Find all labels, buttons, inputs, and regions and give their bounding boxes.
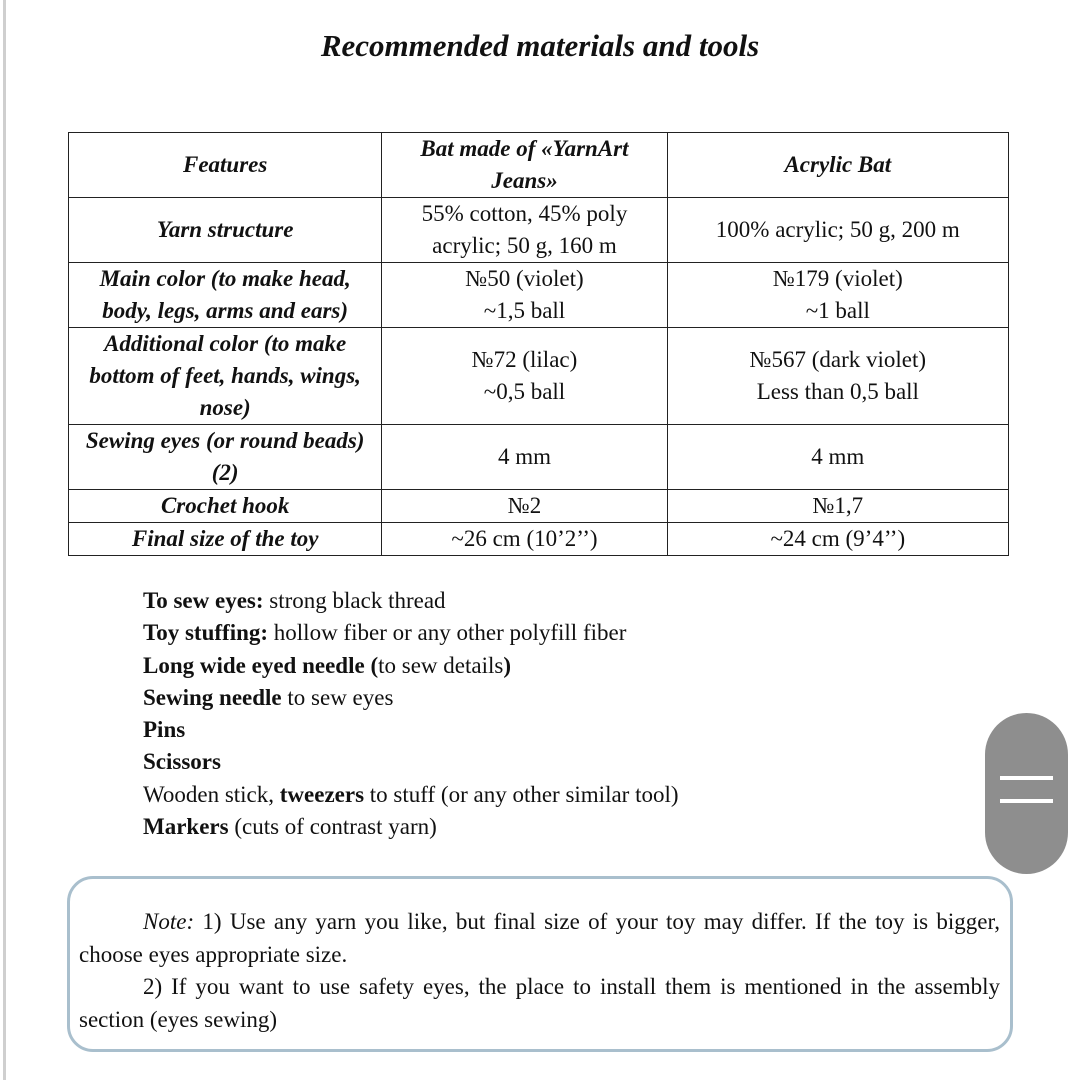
list-item: Scissors bbox=[143, 749, 221, 775]
table-cell: №72 (lilac) ~0,5 ball bbox=[382, 328, 667, 425]
table-row bbox=[69, 425, 1009, 490]
note-paragraph-1: Note: 1) Use any yarn you like, but final size of your toy may differ. If the toy is bigger, choose eyes appropriate size. bbox=[79, 909, 1000, 967]
header-acrylic-bat: Acrylic Bat bbox=[667, 133, 1008, 198]
table-cell: №50 (violet) ~1,5 ball bbox=[382, 263, 667, 328]
page-left-border bbox=[3, 0, 6, 1080]
header-yarnart-bat: Bat made of «YarnArt Jeans» bbox=[382, 133, 667, 198]
list-item: Long wide eyed needle (to sew details) bbox=[143, 652, 511, 678]
table-row bbox=[69, 263, 1009, 328]
note-text bbox=[79, 906, 1000, 1036]
list-item: Markers (cuts of contrast yarn) bbox=[143, 814, 437, 840]
list-item: Wooden stick, tweezers to stuff (or any other similar tool) bbox=[143, 781, 679, 807]
tools-list bbox=[143, 585, 679, 843]
table-cell: 4 mm bbox=[667, 425, 1008, 490]
table-row bbox=[69, 490, 1009, 523]
list-item: Toy stuffing: hollow fiber or any other polyfill fiber bbox=[143, 620, 627, 646]
list-item: Pins bbox=[143, 717, 186, 743]
list-item: Sewing needle to sew eyes bbox=[143, 684, 394, 710]
table-row bbox=[69, 198, 1009, 263]
page-title: Recommended materials and tools bbox=[320, 28, 760, 63]
table-header-row bbox=[69, 133, 1009, 198]
row-label: Yarn structure bbox=[69, 198, 382, 263]
table-cell: ~24 cm (9’4’’) bbox=[667, 523, 1008, 556]
handle-bar bbox=[1000, 776, 1053, 780]
table-cell: №2 bbox=[382, 490, 667, 523]
table-cell: №179 (violet) ~1 ball bbox=[667, 263, 1008, 328]
table-cell: №1,7 bbox=[667, 490, 1008, 523]
table-row bbox=[69, 328, 1009, 425]
drag-handle-icon[interactable] bbox=[985, 713, 1068, 874]
row-label: Final size of the toy bbox=[69, 523, 382, 556]
table-cell: 55% cotton, 45% poly acrylic; 50 g, 160 m bbox=[382, 198, 667, 263]
table-cell: 4 mm bbox=[382, 425, 667, 490]
row-label: Sewing eyes (or round beads) (2) bbox=[69, 425, 382, 490]
table-cell: ~26 cm (10’2’’) bbox=[382, 523, 667, 556]
table-cell: №567 (dark violet) Less than 0,5 ball bbox=[667, 328, 1008, 425]
list-item: To sew eyes: strong black thread bbox=[143, 588, 446, 613]
materials-table bbox=[68, 132, 1009, 556]
note-paragraph-2: 2) If you want to use safety eyes, the place to install them is mentioned in the assembly section (eyes sewing) bbox=[79, 974, 1000, 1032]
table-cell: 100% acrylic; 50 g, 200 m bbox=[667, 198, 1008, 263]
row-label: Main color (to make head, body, legs, arms and ears) bbox=[69, 263, 382, 328]
row-label: Additional color (to make bottom of feet, hands, wings, nose) bbox=[69, 328, 382, 425]
row-label: Crochet hook bbox=[69, 490, 382, 523]
note-label: Note: bbox=[143, 909, 195, 934]
header-features: Features bbox=[69, 133, 382, 198]
table-row bbox=[69, 523, 1009, 556]
handle-bar bbox=[1000, 799, 1053, 803]
